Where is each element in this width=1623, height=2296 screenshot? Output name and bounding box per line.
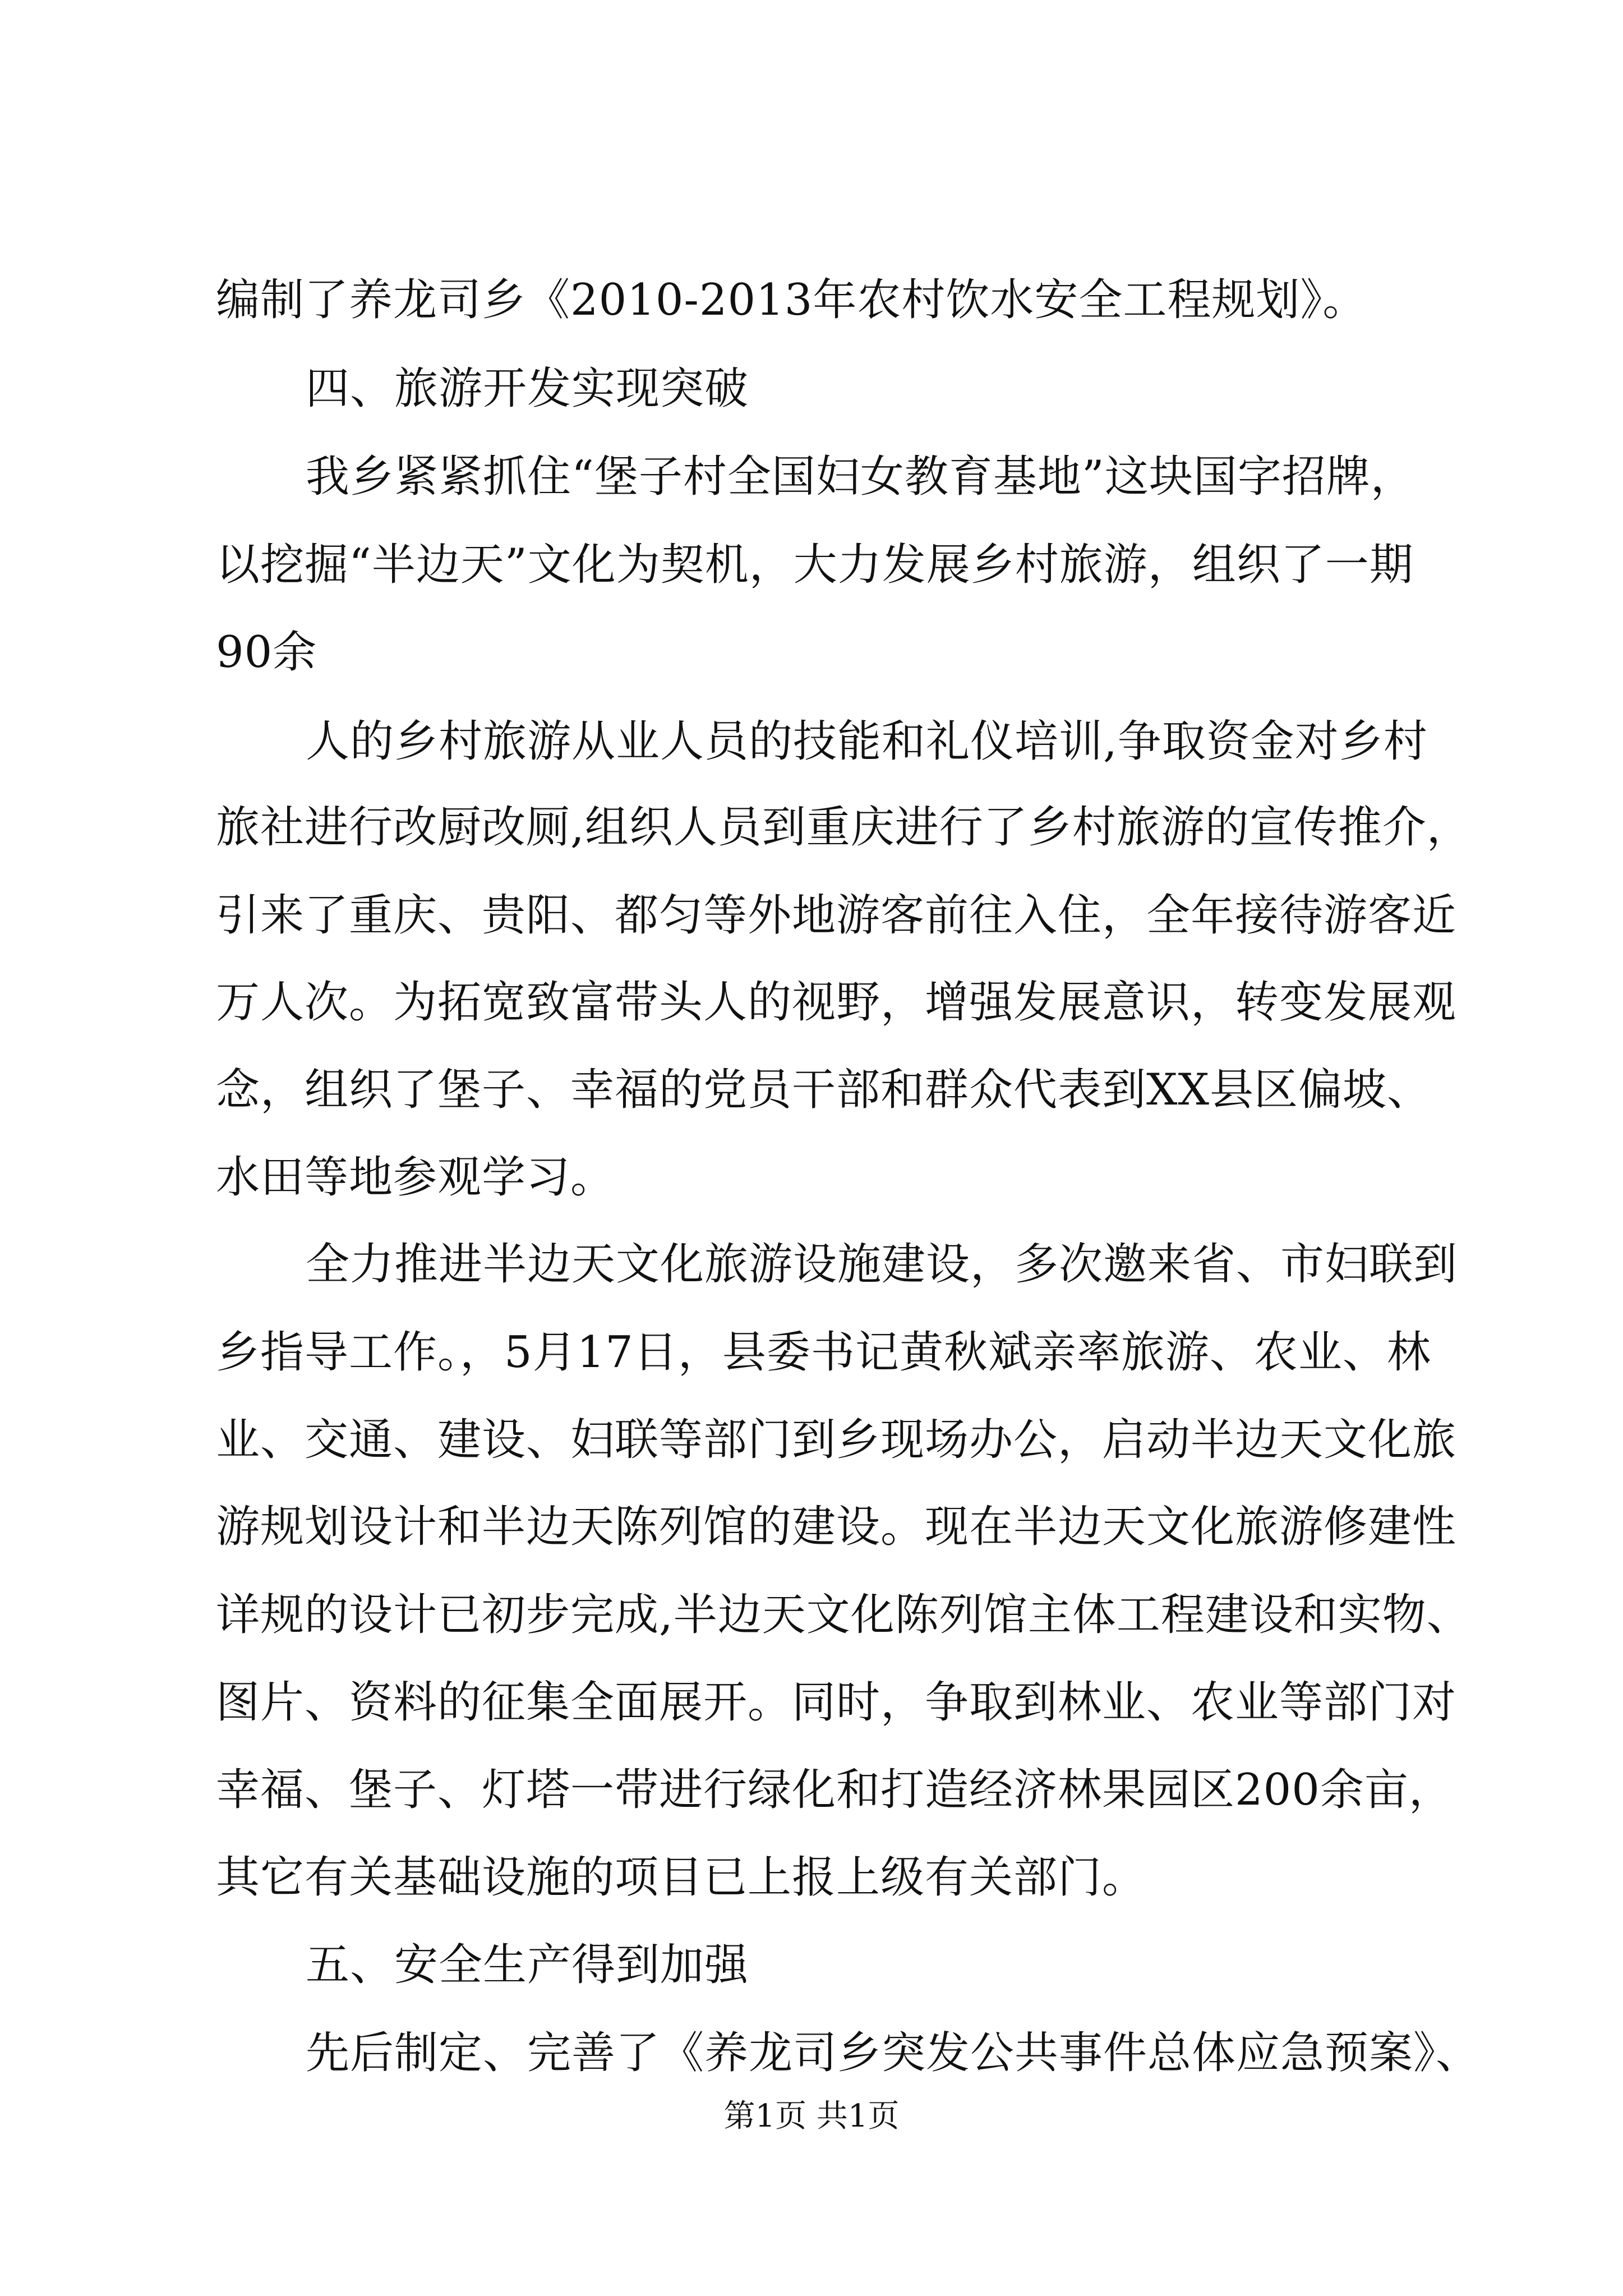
text-line-14: 业、交通、建设、妇联等部门到乡现场办公，启动半边天文化旅 <box>216 1415 1457 1465</box>
text-line-11: 水田等地参观学习。 <box>216 1152 615 1203</box>
text-line-18: 幸福、堡子、灯塔一带进行绿化和打造经济林果园区200余亩， <box>216 1765 1453 1815</box>
text-line-1: 编制了养龙司乡《2010-2013年农村饮水安全工程规划》。 <box>216 275 1367 325</box>
section-heading-4: 四、旅游开发实现突破 <box>306 364 749 414</box>
text-line-7: 旅社进行改厨改厕,组织人员到重庆进行了乡村旅游的宣传推介， <box>216 802 1471 853</box>
text-line-3: 我乡紧紧抓住“堡子村全国妇女教育基地”这块国字招牌， <box>306 452 1415 502</box>
text-line-21: 先后制定、完善了《养龙司乡突发公共事件总体应急预案》、 <box>306 2028 1481 2078</box>
text-line-19: 其它有关基础设施的项目已上报上级有关部门。 <box>216 1852 1147 1903</box>
text-line-9: 万人次。为拓宽致富带头人的视野，增强发展意识，转变发展观 <box>216 977 1457 1028</box>
text-line-12: 全力推进半边天文化旅游设施建设，多次邀来省、市妇联到 <box>306 1239 1458 1290</box>
text-line-16: 详规的设计已初步完成,半边天文化陈列馆主体工程建设和实物、 <box>216 1590 1471 1640</box>
text-line-15: 游规划设计和半边天陈列馆的建设。现在半边天文化旅游修建性 <box>216 1502 1457 1552</box>
section-heading-5: 五、安全生产得到加强 <box>306 1940 749 1990</box>
text-line-13: 乡指导工作。，5月17日，县委书记黄秋斌亲率旅游、农业、林 <box>216 1327 1431 1378</box>
text-line-4: 以挖掘“半边天”文化为契机，大力发展乡村旅游，组织了一期 <box>216 540 1414 590</box>
text-line-6: 人的乡村旅游从业人员的技能和礼仪培训,争取资金对乡村 <box>306 716 1428 767</box>
text-line-17: 图片、资料的征集全面展开。同时，争取到林业、农业等部门对 <box>216 1677 1457 1728</box>
text-line-5: 90余 <box>216 627 317 678</box>
page-footer: 第1页 共1页 <box>723 2098 900 2134</box>
text-line-10: 念，组织了堡子、幸福的党员干部和群众代表到XX县区偏坡、 <box>216 1065 1432 1115</box>
text-line-8: 引来了重庆、贵阳、都匀等外地游客前往入住，全年接待游客近 <box>216 890 1457 941</box>
